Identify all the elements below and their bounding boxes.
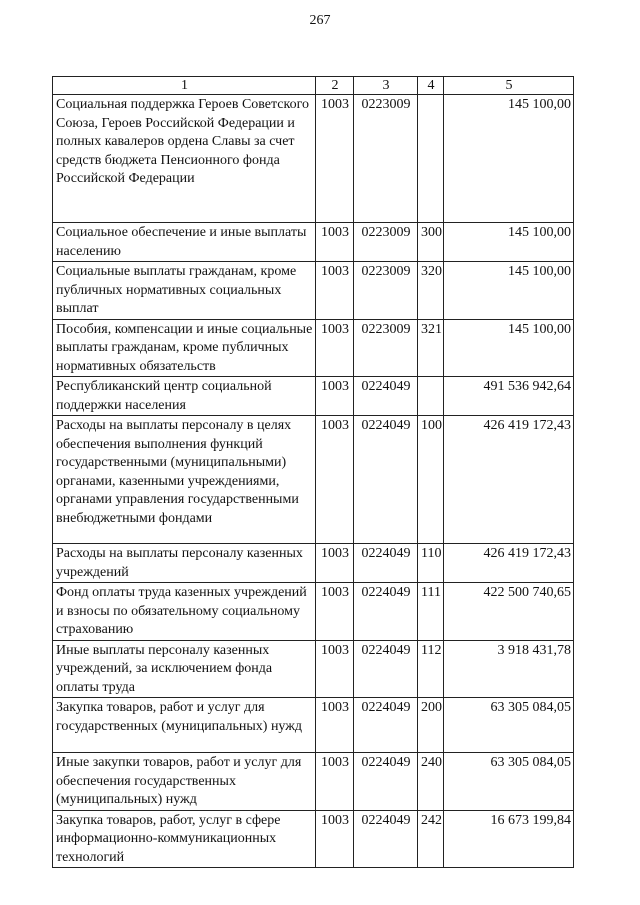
row-amount: 426 419 172,43 xyxy=(444,416,574,544)
table-row xyxy=(53,753,574,811)
row-article: 0224049 xyxy=(354,640,418,698)
row-type xyxy=(418,95,444,223)
row-name: Иные закупки товаров, работ и услуг для обеспечения государственных (муниципальных) нужд xyxy=(53,753,316,811)
row-type: 300 xyxy=(418,223,444,262)
row-section: 1003 xyxy=(316,377,354,416)
row-section: 1003 xyxy=(316,223,354,262)
row-amount: 422 500 740,65 xyxy=(444,583,574,641)
header-col-5: 5 xyxy=(444,77,574,95)
row-article: 0224049 xyxy=(354,753,418,811)
row-section: 1003 xyxy=(316,544,354,583)
table-row xyxy=(53,223,574,262)
row-name: Социальная поддержка Героев Советского Союза, Героев Российской Федерации и полных кавалеров ордена Славы за счет средств бюджета Пенсионного фонда Российской Федерации xyxy=(53,95,316,223)
row-article: 0224049 xyxy=(354,810,418,868)
table-row xyxy=(53,583,574,641)
row-section: 1003 xyxy=(316,698,354,753)
row-article: 0223009 xyxy=(354,319,418,377)
row-type: 110 xyxy=(418,544,444,583)
row-amount: 63 305 084,05 xyxy=(444,753,574,811)
header-col-2: 2 xyxy=(316,77,354,95)
row-name: Пособия, компенсации и иные социальные выплаты гражданам, кроме публичных нормативных обязательств xyxy=(53,319,316,377)
row-name: Республиканский центр социальной поддержки населения xyxy=(53,377,316,416)
header-col-3: 3 xyxy=(354,77,418,95)
row-type: 100 xyxy=(418,416,444,544)
row-type xyxy=(418,377,444,416)
header-col-1: 1 xyxy=(53,77,316,95)
table-row xyxy=(53,95,574,223)
row-section: 1003 xyxy=(316,95,354,223)
row-article: 0224049 xyxy=(354,583,418,641)
table-row xyxy=(53,319,574,377)
row-section: 1003 xyxy=(316,319,354,377)
table-row xyxy=(53,544,574,583)
row-article: 0224049 xyxy=(354,416,418,544)
table-row xyxy=(53,377,574,416)
row-article: 0224049 xyxy=(354,544,418,583)
row-amount: 16 673 199,84 xyxy=(444,810,574,868)
row-type: 321 xyxy=(418,319,444,377)
row-name: Социальные выплаты гражданам, кроме публичных нормативных социальных выплат xyxy=(53,262,316,320)
row-article: 0224049 xyxy=(354,698,418,753)
row-amount: 145 100,00 xyxy=(444,95,574,223)
row-type: 200 xyxy=(418,698,444,753)
page-number: 267 xyxy=(309,13,331,28)
row-section: 1003 xyxy=(316,753,354,811)
row-article: 0223009 xyxy=(354,262,418,320)
row-name: Закупка товаров, работ, услуг в сфере информационно-коммуникационных технологий xyxy=(53,810,316,868)
row-article: 0224049 xyxy=(354,377,418,416)
row-section: 1003 xyxy=(316,416,354,544)
table-row xyxy=(53,640,574,698)
row-name: Социальное обеспечение и иные выплаты населению xyxy=(53,223,316,262)
row-amount: 63 305 084,05 xyxy=(444,698,574,753)
row-name: Расходы на выплаты персоналу казенных учреждений xyxy=(53,544,316,583)
row-name: Закупка товаров, работ и услуг для государственных (муниципальных) нужд xyxy=(53,698,316,753)
row-name: Иные выплаты персоналу казенных учреждений, за исключением фонда оплаты труда xyxy=(53,640,316,698)
table-row xyxy=(53,810,574,868)
row-type: 112 xyxy=(418,640,444,698)
row-type: 242 xyxy=(418,810,444,868)
row-amount: 3 918 431,78 xyxy=(444,640,574,698)
row-amount: 145 100,00 xyxy=(444,262,574,320)
budget-table xyxy=(52,76,574,868)
table-row xyxy=(53,416,574,544)
row-article: 0223009 xyxy=(354,95,418,223)
header-col-4: 4 xyxy=(418,77,444,95)
row-type: 240 xyxy=(418,753,444,811)
row-amount: 491 536 942,64 xyxy=(444,377,574,416)
table-row xyxy=(53,698,574,753)
row-type: 320 xyxy=(418,262,444,320)
row-amount: 426 419 172,43 xyxy=(444,544,574,583)
row-section: 1003 xyxy=(316,583,354,641)
row-section: 1003 xyxy=(316,810,354,868)
row-article: 0223009 xyxy=(354,223,418,262)
row-name: Расходы на выплаты персоналу в целях обеспечения выполнения функций государственными (муниципальными) органами, казенными учреждениями, органами управления государственными внебюджетными фондами xyxy=(53,416,316,544)
row-amount: 145 100,00 xyxy=(444,319,574,377)
row-amount: 145 100,00 xyxy=(444,223,574,262)
row-type: 111 xyxy=(418,583,444,641)
table-header-row xyxy=(53,77,574,95)
row-section: 1003 xyxy=(316,262,354,320)
row-section: 1003 xyxy=(316,640,354,698)
row-name: Фонд оплаты труда казенных учреждений и взносы по обязательному социальному страхованию xyxy=(53,583,316,641)
table-row xyxy=(53,262,574,320)
